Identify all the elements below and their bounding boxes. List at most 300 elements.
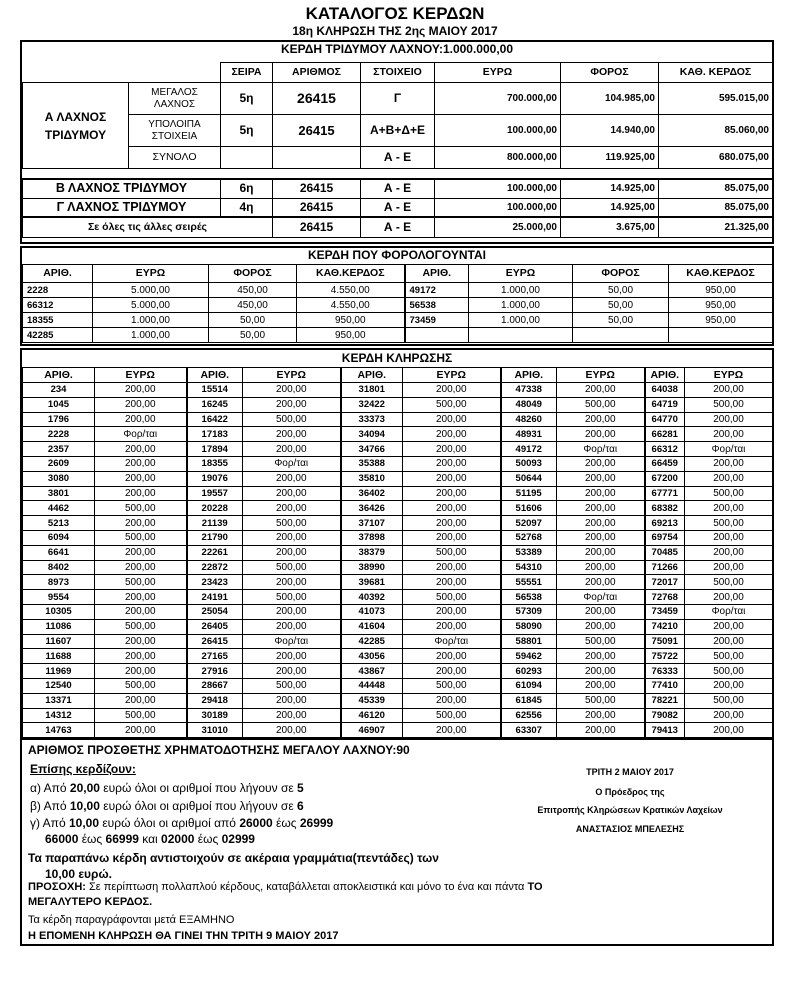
- draw-number: 46120: [341, 708, 403, 723]
- draw-number: 8402: [23, 560, 95, 575]
- draw-col-euro: ΕΥΡΩ: [95, 368, 187, 383]
- taxed-number: 49172: [405, 283, 469, 298]
- table-row: [23, 619, 773, 634]
- taxed-value: 950,00: [669, 298, 773, 313]
- draw-amount: 200,00: [557, 383, 645, 398]
- draw-col-number: ΑΡΙΘ.: [501, 368, 557, 383]
- draw-amount: Φορ/ται: [403, 634, 501, 649]
- draw-amount: 200,00: [557, 516, 645, 531]
- draw-amount: 200,00: [403, 442, 501, 457]
- draw-number: 13371: [23, 693, 95, 708]
- draw-number: 72768: [645, 590, 685, 605]
- draw-number: 6641: [23, 545, 95, 560]
- draw-amount: 200,00: [95, 664, 187, 679]
- cell-euro: 100.000,00: [435, 198, 561, 217]
- taxed-value: 50,00: [573, 298, 669, 313]
- draw-amount: 200,00: [243, 383, 341, 398]
- draw-number: 58090: [501, 619, 557, 634]
- table-row: [23, 313, 773, 328]
- cell-stoixeio: Γ: [361, 83, 435, 115]
- draw-number: 21790: [187, 530, 243, 545]
- draw-number: 36402: [341, 486, 403, 501]
- draw-amount: 500,00: [243, 560, 341, 575]
- table-row: [23, 708, 773, 723]
- draw-amount: 200,00: [403, 427, 501, 442]
- col-euro: ΕΥΡΩ: [435, 63, 561, 83]
- draw-number: 24191: [187, 590, 243, 605]
- draw-number: 49172: [501, 442, 557, 457]
- draw-number: 38990: [341, 560, 403, 575]
- table-row: [23, 83, 773, 115]
- taxed-number: 42285: [23, 328, 93, 343]
- draw-number: 1796: [23, 412, 95, 427]
- draw-number: 18355: [187, 456, 243, 471]
- draw-number: 68382: [645, 501, 685, 516]
- draw-amount: 200,00: [403, 516, 501, 531]
- draw-amount: 200,00: [243, 649, 341, 664]
- draw-amount: 500,00: [685, 649, 773, 664]
- draw-number: 51195: [501, 486, 557, 501]
- all-other-row: [23, 217, 773, 237]
- draw-number: 60293: [501, 664, 557, 679]
- draw-amount: 200,00: [243, 442, 341, 457]
- draw-number: 47338: [501, 383, 557, 398]
- cell-arithmos: 26415: [273, 217, 361, 237]
- draw-amount: 200,00: [685, 412, 773, 427]
- draw-amount: 200,00: [403, 560, 501, 575]
- draw-number: 73459: [645, 604, 685, 619]
- draw-amount: 500,00: [243, 412, 341, 427]
- cell-arithmos: 26415: [273, 179, 361, 198]
- draw-amount: Φορ/ται: [557, 590, 645, 605]
- draw-number: 8973: [23, 575, 95, 590]
- draw-number: 27165: [187, 649, 243, 664]
- draw-number: 76333: [645, 664, 685, 679]
- draw-number: 29418: [187, 693, 243, 708]
- draw-amount: 500,00: [95, 575, 187, 590]
- cell-kerdos: 21.325,00: [659, 217, 773, 237]
- table-row: [23, 471, 773, 486]
- draw-amount: 200,00: [685, 590, 773, 605]
- draw-number: 45339: [341, 693, 403, 708]
- draw-number: 6094: [23, 530, 95, 545]
- draw-amount: 200,00: [557, 649, 645, 664]
- draw-number: 22261: [187, 545, 243, 560]
- draw-number: 34094: [341, 427, 403, 442]
- draw-heading: ΚΕΡΔΗ ΚΛΗΡΩΣΗΣ: [341, 351, 453, 365]
- table-row: [23, 575, 773, 590]
- draw-amount: 500,00: [403, 590, 501, 605]
- draw-number: 17183: [187, 427, 243, 442]
- draw-number: 55551: [501, 575, 557, 590]
- table-row: [23, 179, 773, 198]
- draw-number: 46907: [341, 723, 403, 738]
- table-row: [23, 664, 773, 679]
- draw-amount: 200,00: [403, 575, 501, 590]
- draw-amount: 500,00: [243, 678, 341, 693]
- draw-amount: 200,00: [557, 575, 645, 590]
- draw-amount: 500,00: [243, 590, 341, 605]
- draw-number: 52097: [501, 516, 557, 531]
- draw-number: 38379: [341, 545, 403, 560]
- cell-arithmos: 26415: [273, 198, 361, 217]
- draw-amount: 200,00: [403, 412, 501, 427]
- committee-name: Επιτροπής Κληρώσεων Κρατικών Λαχείων: [537, 805, 723, 815]
- rule-a: α) Από 20,00 ευρώ όλοι οι αριθμοί που λήγουν σε 5: [30, 781, 304, 795]
- draw-number: 35810: [341, 471, 403, 486]
- draw-number: 48931: [501, 427, 557, 442]
- draw-amount: 200,00: [557, 501, 645, 516]
- page-subtitle: 18η ΚΛΗΡΩΣΗ ΤΗΣ 2ης ΜΑΙΟΥ 2017: [292, 24, 498, 38]
- draw-amount: 200,00: [95, 486, 187, 501]
- draw-number: 62556: [501, 708, 557, 723]
- page-title: ΚΑΤΑΛΟΓΟΣ ΚΕΡΔΩΝ: [305, 4, 485, 23]
- draw-number: 40392: [341, 590, 403, 605]
- cell-seira: 5η: [221, 115, 273, 147]
- draw-amount: 500,00: [685, 486, 773, 501]
- taxed-table: [22, 264, 773, 343]
- draw-number: 79082: [645, 708, 685, 723]
- draw-amount: 200,00: [557, 560, 645, 575]
- draw-number: 37107: [341, 516, 403, 531]
- draw-number: 69754: [645, 530, 685, 545]
- draw-number: 10305: [23, 604, 95, 619]
- table-row: [23, 634, 773, 649]
- col-seira: ΣΕΙΡΑ: [221, 63, 273, 83]
- taxed-col-header: ΑΡΙΘ.: [23, 265, 93, 283]
- draw-number: 11607: [23, 634, 95, 649]
- draw-number: 61845: [501, 693, 557, 708]
- draw-number: 16245: [187, 397, 243, 412]
- draw-amount: Φορ/ται: [557, 442, 645, 457]
- draw-number: 37898: [341, 530, 403, 545]
- draw-number: 48260: [501, 412, 557, 427]
- cell-arithmos: 26415: [273, 83, 361, 115]
- col-foros: ΦΟΡΟΣ: [561, 63, 659, 83]
- cell-kerdos: 85.060,00: [659, 115, 773, 147]
- draw-number: 43867: [341, 664, 403, 679]
- draw-number: 2228: [23, 427, 95, 442]
- draw-amount: 200,00: [95, 604, 187, 619]
- cell-seira: 6η: [221, 179, 273, 198]
- taxed-col-header: ΚΑΘ.ΚΕΡΔΟΣ: [297, 265, 405, 283]
- rule-c-ranges: 66000 έως 66999 και 02000 έως 02999: [45, 832, 255, 846]
- draw-amount: 200,00: [403, 471, 501, 486]
- draw-amount: 500,00: [685, 575, 773, 590]
- draw-amount: 200,00: [95, 634, 187, 649]
- draw-amount: 200,00: [403, 530, 501, 545]
- draw-number: 11688: [23, 649, 95, 664]
- draw-number: 41073: [341, 604, 403, 619]
- table-row: [23, 198, 773, 217]
- cell-seira: 5η: [221, 83, 273, 115]
- draw-amount: 200,00: [557, 427, 645, 442]
- draw-amount: 200,00: [95, 560, 187, 575]
- draw-number: 52768: [501, 530, 557, 545]
- draw-number: 74210: [645, 619, 685, 634]
- taxed-value: [669, 328, 773, 343]
- taxed-number: 66312: [23, 298, 93, 313]
- cell-kerdos: 85.075,00: [659, 198, 773, 217]
- draw-amount: 200,00: [243, 619, 341, 634]
- taxed-number: [405, 328, 469, 343]
- table-row: [23, 545, 773, 560]
- draw-number: 53389: [501, 545, 557, 560]
- draw-amount: 200,00: [557, 708, 645, 723]
- draw-number: 69213: [645, 516, 685, 531]
- draw-number: 22872: [187, 560, 243, 575]
- draw-amount: 200,00: [95, 456, 187, 471]
- draw-number: 64719: [645, 397, 685, 412]
- taxed-value: 1.000,00: [469, 283, 573, 298]
- draw-table: [22, 367, 773, 738]
- table-row: [23, 427, 773, 442]
- cell-stoixeio: Α - Ε: [361, 217, 435, 237]
- draw-amount: 200,00: [685, 383, 773, 398]
- draw-col-number: ΑΡΙΘ.: [23, 368, 95, 383]
- draw-number: 54310: [501, 560, 557, 575]
- table-row: [23, 560, 773, 575]
- draw-amount: 200,00: [403, 501, 501, 516]
- draw-amount: 500,00: [95, 678, 187, 693]
- taxed-number: 73459: [405, 313, 469, 328]
- draw-amount: 200,00: [243, 397, 341, 412]
- draw-number: 61094: [501, 678, 557, 693]
- draw-number: 75091: [645, 634, 685, 649]
- taxed-value: [469, 328, 573, 343]
- cell-stoixeio: Α - Ε: [361, 147, 435, 169]
- draw-amount: 500,00: [685, 693, 773, 708]
- table-row: [23, 397, 773, 412]
- draw-number: 3080: [23, 471, 95, 486]
- draw-number: 71266: [645, 560, 685, 575]
- table-row: [23, 442, 773, 457]
- draw-number: 35388: [341, 456, 403, 471]
- cell-foros: 104.985,00: [561, 83, 659, 115]
- draw-amount: 200,00: [557, 471, 645, 486]
- whole-tickets-amount: 10,00 ευρώ.: [45, 867, 112, 881]
- draw-amount: 200,00: [685, 530, 773, 545]
- cell-foros: 14.925,00: [561, 198, 659, 217]
- draw-number: 41604: [341, 619, 403, 634]
- table-row: [23, 516, 773, 531]
- draw-number: 64770: [645, 412, 685, 427]
- table-row: [23, 649, 773, 664]
- taxed-number: 2228: [23, 283, 93, 298]
- draw-number: 16422: [187, 412, 243, 427]
- taxed-value: 950,00: [669, 283, 773, 298]
- draw-number: 48049: [501, 397, 557, 412]
- draw-amount: 200,00: [685, 427, 773, 442]
- draw-amount: 500,00: [95, 619, 187, 634]
- row-label: ΜΕΓΑΛΟΣ ΛΑΧΝΟΣ: [129, 83, 221, 115]
- draw-amount: 200,00: [557, 412, 645, 427]
- taxed-value: 950,00: [297, 328, 405, 343]
- draw-number: 56538: [501, 590, 557, 605]
- draw-number: 50093: [501, 456, 557, 471]
- draw-amount: 200,00: [557, 619, 645, 634]
- table-row: [23, 328, 773, 343]
- col-kerdos: ΚΑΘ. ΚΕΡΔΟΣ: [659, 63, 773, 83]
- draw-amount: 200,00: [685, 708, 773, 723]
- draw-col-euro: ΕΥΡΩ: [403, 368, 501, 383]
- taxed-col-header: ΕΥΡΩ: [469, 265, 573, 283]
- next-draw: Η ΕΠΟΜΕΝΗ ΚΛΗΡΩΣΗ ΘΑ ΓΙΝΕΙ ΤΗΝ ΤΡΙΤΗ 9 ΜΑΙΟΥ 2017: [28, 930, 339, 942]
- draw-number: 14312: [23, 708, 95, 723]
- taxed-col-header: ΦΟΡΟΣ: [573, 265, 669, 283]
- draw-amount: 200,00: [685, 471, 773, 486]
- draw-amount: 200,00: [685, 634, 773, 649]
- draw-number: 28667: [187, 678, 243, 693]
- cell-kerdos: 680.075,00: [659, 147, 773, 169]
- col-arithmos: ΑΡΙΘΜΟΣ: [273, 63, 361, 83]
- president-title: Ο Πρόεδρος της: [595, 787, 665, 797]
- draw-number: 67771: [645, 486, 685, 501]
- row-label: ΥΠΟΛΟΙΠΑ ΣΤΟΙΧΕΙΑ: [129, 115, 221, 147]
- a-lachnos-label: Α ΛΑΧΝΟΣ ΤΡΙΔΥΜΟΥ: [23, 83, 129, 169]
- expiry-note: Τα κέρδη παραγράφονται μετά ΕΞΑΜΗΝΟ: [28, 914, 235, 926]
- draw-amount: 200,00: [403, 723, 501, 738]
- signature-date: ΤΡΙΤΗ 2 ΜΑΙΟΥ 2017: [586, 767, 674, 777]
- table-row: [23, 590, 773, 605]
- draw-amount: 200,00: [557, 530, 645, 545]
- draw-amount: 200,00: [557, 486, 645, 501]
- draw-amount: 200,00: [685, 723, 773, 738]
- draw-amount: 200,00: [95, 471, 187, 486]
- draw-amount: 200,00: [95, 442, 187, 457]
- draw-amount: 200,00: [243, 575, 341, 590]
- cell-foros: 14.940,00: [561, 115, 659, 147]
- taxed-value: 4.550,00: [297, 283, 405, 298]
- draw-col-number: ΑΡΙΘ.: [341, 368, 403, 383]
- cell-euro: 800.000,00: [435, 147, 561, 169]
- draw-amount: 500,00: [95, 530, 187, 545]
- taxed-number: 56538: [405, 298, 469, 313]
- draw-number: 51606: [501, 501, 557, 516]
- draw-number: 17894: [187, 442, 243, 457]
- draw-amount: 500,00: [95, 501, 187, 516]
- draw-amount: 200,00: [95, 383, 187, 398]
- draw-amount: 500,00: [403, 708, 501, 723]
- draw-number: 26415: [187, 634, 243, 649]
- draw-amount: 200,00: [243, 723, 341, 738]
- draw-number: 31801: [341, 383, 403, 398]
- draw-number: 66459: [645, 456, 685, 471]
- b-lachnos-label: Β ΛΑΧΝΟΣ ΤΡΙΔΥΜΟΥ: [23, 179, 221, 198]
- draw-number: 72017: [645, 575, 685, 590]
- taxed-heading: ΚΕΡΔΗ ΠΟΥ ΦΟΡΟΛΟΓΟΥΝΤΑΙ: [308, 248, 486, 262]
- draw-number: 19076: [187, 471, 243, 486]
- cell-stoixeio: Α - Ε: [361, 179, 435, 198]
- draw-amount: 500,00: [685, 397, 773, 412]
- draw-amount: 200,00: [685, 678, 773, 693]
- draw-amount: 200,00: [403, 619, 501, 634]
- draw-amount: 200,00: [243, 545, 341, 560]
- draw-amount: Φορ/ται: [95, 427, 187, 442]
- table-row: [23, 298, 773, 313]
- taxed-value: 1.000,00: [93, 328, 209, 343]
- table-row: [23, 530, 773, 545]
- draw-amount: 200,00: [403, 664, 501, 679]
- taxed-col-header: ΚΑΘ.ΚΕΡΔΟΣ: [669, 265, 773, 283]
- draw-amount: 200,00: [557, 545, 645, 560]
- draw-amount: 200,00: [557, 723, 645, 738]
- draw-number: 14763: [23, 723, 95, 738]
- draw-number: 11969: [23, 664, 95, 679]
- draw-amount: 200,00: [243, 486, 341, 501]
- taxed-value: 50,00: [209, 328, 297, 343]
- draw-number: 20228: [187, 501, 243, 516]
- draw-amount: 200,00: [95, 590, 187, 605]
- draw-number: 2609: [23, 456, 95, 471]
- draw-number: 26405: [187, 619, 243, 634]
- draw-amount: 200,00: [557, 678, 645, 693]
- total-label: ΣΥΝΟΛΟ: [129, 147, 221, 169]
- draw-number: 66312: [645, 442, 685, 457]
- draw-amount: 200,00: [243, 693, 341, 708]
- draw-amount: 200,00: [243, 427, 341, 442]
- caution: ΠΡΟΣΟΧΗ: Σε περίπτωση πολλαπλού κέρδους, καταβάλλεται αποκλειστικά και μόνο το ένα και πάντα ΤΟ: [28, 881, 543, 893]
- draw-amount: 200,00: [243, 708, 341, 723]
- draw-number: 2357: [23, 442, 95, 457]
- cell-euro: 100.000,00: [435, 179, 561, 198]
- draw-amount: 200,00: [403, 486, 501, 501]
- triple-heading: ΚΕΡΔΗ ΤΡΙΔΥΜΟΥ ΛΑΧΝΟΥ:1.000.000,00: [280, 42, 514, 56]
- taxed-value: 4.550,00: [297, 298, 405, 313]
- draw-amount: 200,00: [557, 664, 645, 679]
- taxed-value: 450,00: [209, 283, 297, 298]
- cell-foros: 14.925,00: [561, 179, 659, 198]
- cell-seira: 4η: [221, 198, 273, 217]
- draw-amount: 200,00: [95, 545, 187, 560]
- cell-foros: 119.925,00: [561, 147, 659, 169]
- taxed-value: 50,00: [573, 313, 669, 328]
- draw-number: 70485: [645, 545, 685, 560]
- draw-amount: 500,00: [685, 516, 773, 531]
- draw-amount: 200,00: [403, 649, 501, 664]
- col-stoixeio: ΣΤΟΙΧΕΙΟ: [361, 63, 435, 83]
- triple-table: [22, 62, 773, 169]
- draw-number: 34766: [341, 442, 403, 457]
- also-win: Επίσης κερδίζουν:: [30, 762, 136, 776]
- draw-number: 19557: [187, 486, 243, 501]
- draw-amount: 500,00: [95, 708, 187, 723]
- cell-foros: 3.675,00: [561, 217, 659, 237]
- draw-amount: 200,00: [685, 456, 773, 471]
- draw-number: 63307: [501, 723, 557, 738]
- draw-amount: 200,00: [403, 456, 501, 471]
- draw-number: 23423: [187, 575, 243, 590]
- draw-amount: 200,00: [95, 412, 187, 427]
- table-row: [23, 604, 773, 619]
- draw-amount: 200,00: [557, 604, 645, 619]
- draw-number: 3801: [23, 486, 95, 501]
- cell-euro: 100.000,00: [435, 115, 561, 147]
- caution-2: ΜΕΓΑΛΥΤΕΡΟ ΚΕΡΔΟΣ.: [28, 896, 153, 908]
- draw-number: 59462: [501, 649, 557, 664]
- taxed-value: 950,00: [297, 313, 405, 328]
- taxed-value: 450,00: [209, 298, 297, 313]
- draw-number: 44448: [341, 678, 403, 693]
- taxed-value: 1.000,00: [93, 313, 209, 328]
- draw-col-euro: ΕΥΡΩ: [557, 368, 645, 383]
- draw-amount: 200,00: [685, 619, 773, 634]
- cell-euro: 25.000,00: [435, 217, 561, 237]
- taxed-value: 50,00: [573, 283, 669, 298]
- draw-amount: 200,00: [403, 693, 501, 708]
- draw-amount: Φορ/ται: [685, 442, 773, 457]
- draw-number: 25054: [187, 604, 243, 619]
